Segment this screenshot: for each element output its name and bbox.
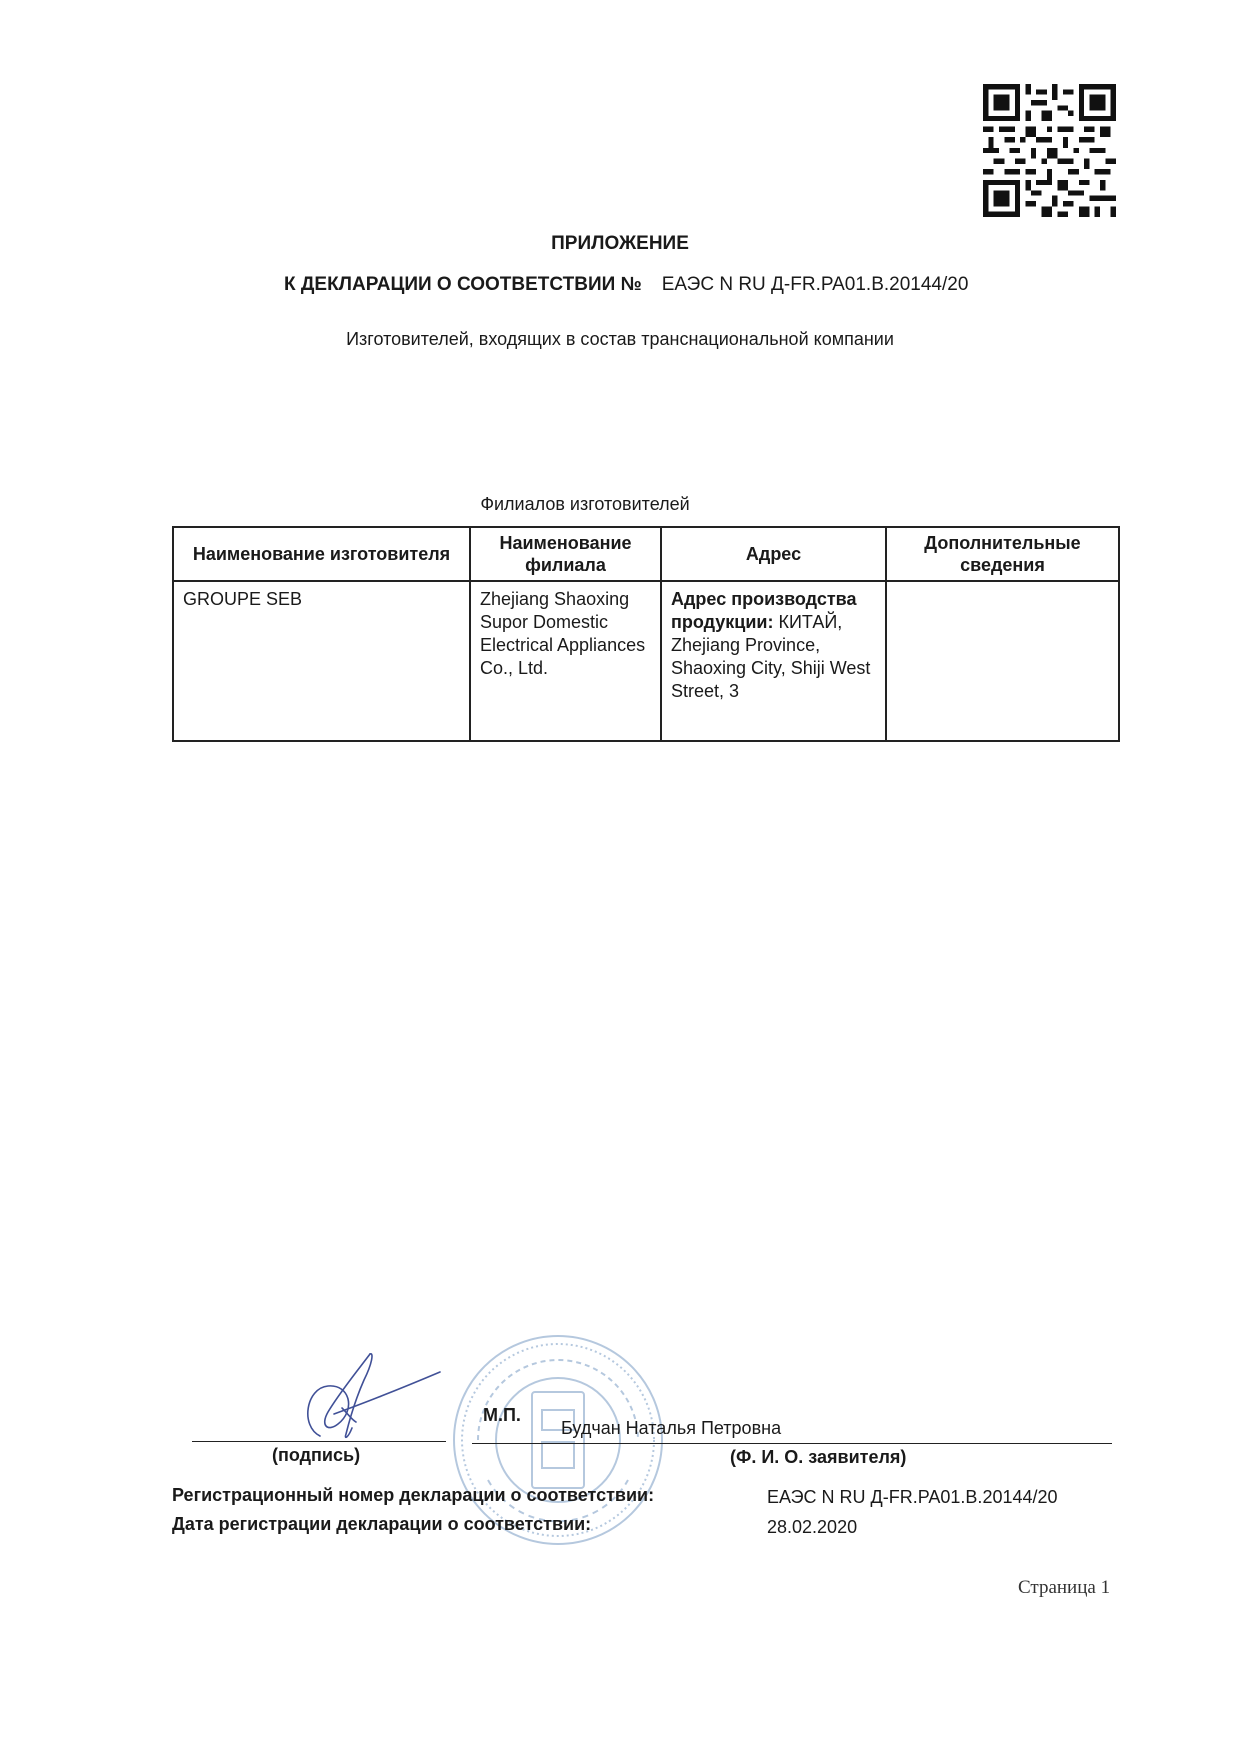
address-value: КИТАЙ, Zhejiang Province, Shaoxing City, Shiji West Street, 3 [671,612,871,701]
registration-date-label: Дата регистрации декларации о соответствии: [172,1514,592,1534]
address-label: Адрес производства продукции: [671,589,857,632]
column-header-branch: Наименование филиала [470,527,661,581]
page-number: Страница 1 [1018,1577,1111,1598]
registration-date-value: 28.02.2020 [767,1517,858,1537]
declaration-label: К ДЕКЛАРАЦИИ О СООТВЕТСТВИИ № [284,274,642,295]
table-row [173,581,1119,741]
table-header-row [173,527,1119,581]
handwritten-signature [298,1348,448,1448]
column-header-address: Адрес [661,527,886,581]
registration-number-value: ЕАЭС N RU Д-FR.PA01.В.20144/20 [767,1487,1058,1507]
applicant-caption: (Ф. И. О. заявителя) [730,1447,907,1467]
column-header-manufacturer: Наименование изготовителя [173,527,470,581]
qr-code-icon [983,84,1116,217]
signature-caption: (подпись) [272,1445,361,1465]
cell-additional [886,581,1119,741]
declaration-heading [284,274,1084,296]
document-title: ПРИЛОЖЕНИЕ [551,233,689,254]
cell-branch: Zhejiang Shaoxing Supor Domestic Electrical Appliances Co., Ltd. [470,581,661,741]
applicant-name: Будчан Наталья Петровна [561,1418,782,1438]
applicant-name-line [472,1443,1112,1444]
table-caption: Филиалов изготовителей [480,494,690,514]
signature-line [192,1441,446,1442]
stamp-place-label: М.П. [483,1405,521,1425]
cell-manufacturer: GROUPE SEB [173,581,470,741]
cell-address [661,581,886,741]
column-header-additional: Дополнительные сведения [886,527,1119,581]
registration-number-label: Регистрационный номер декларации о соответствии: [172,1485,655,1505]
declaration-number: ЕАЭС N RU Д-FR.PA01.В.20144/20 [661,274,969,295]
branches-table [172,526,1120,742]
document-subtitle: Изготовителей, входящих в состав транснациональной компании [346,329,894,349]
